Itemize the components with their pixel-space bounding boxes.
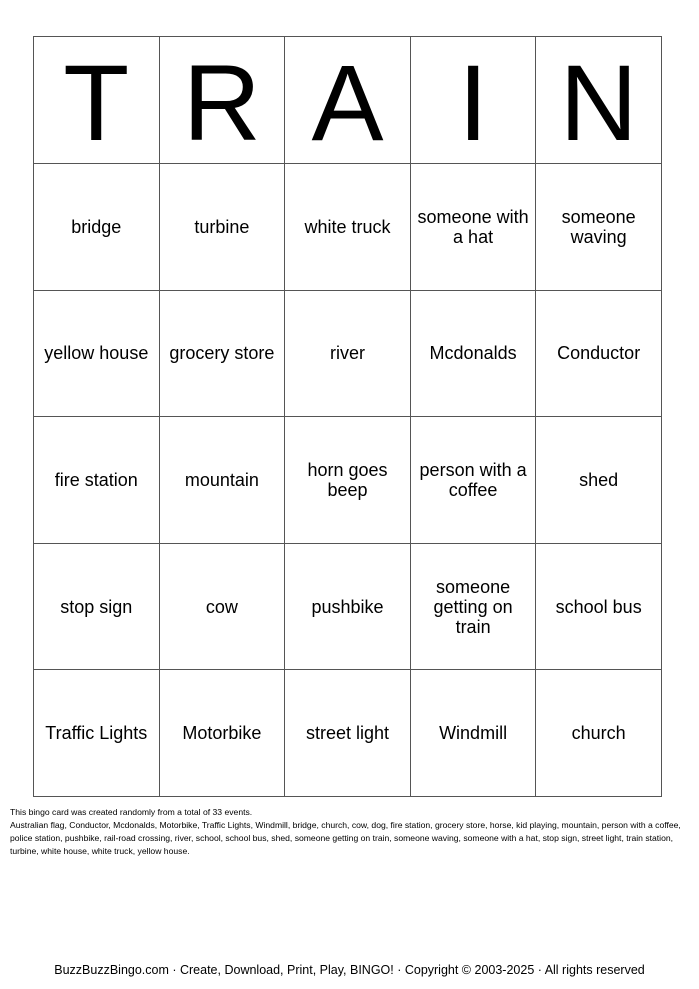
bingo-cell: person with a coffee (410, 417, 536, 544)
bingo-cell: church (536, 670, 662, 797)
header-letter-n: N (536, 37, 662, 164)
header-letter-i: I (410, 37, 536, 164)
card-row (34, 417, 662, 544)
bingo-cell: someone getting on train (410, 543, 536, 670)
bingo-cell: shed (536, 417, 662, 544)
bingo-cell: Conductor (536, 290, 662, 417)
header-letter-t: T (34, 37, 160, 164)
bingo-cell: Motorbike (159, 670, 285, 797)
header-row (34, 37, 662, 164)
bingo-cell: street light (285, 670, 411, 797)
bingo-cell: grocery store (159, 290, 285, 417)
bingo-cell: bridge (34, 164, 160, 291)
card-row (34, 543, 662, 670)
bingo-cell: horn goes beep (285, 417, 411, 544)
bingo-cell: someone with a hat (410, 164, 536, 291)
bingo-cell: mountain (159, 417, 285, 544)
bingo-cell: Windmill (410, 670, 536, 797)
card-info-note (10, 806, 691, 858)
bingo-cell: someone waving (536, 164, 662, 291)
card-row (34, 164, 662, 291)
bingo-cell: pushbike (285, 543, 411, 670)
card-event-list: Australian flag, Conductor, Mcdonalds, Motorbike, Traffic Lights, Windmill, bridge, church, cow, dog, fire station, grocery store, horse, kid playing, mountain, person with a coffee, police station, pushbike, rail-road crossing, river, school, school bus, shed, someone getting on train, someone waving, someone with a hat, stop sign, street light, train station, turbine, white house, white truck, yellow house. (10, 820, 681, 856)
card-row (34, 670, 662, 797)
page-footer: BuzzBuzzBingo.com · Create, Download, Print, Play, BINGO! · Copyright © 2003-2025 · All rights reserved (54, 963, 645, 977)
bingo-cell: Traffic Lights (34, 670, 160, 797)
bingo-cell: turbine (159, 164, 285, 291)
bingo-cell: river (285, 290, 411, 417)
card-info-summary: This bingo card was created randomly from a total of 33 events. (10, 807, 253, 817)
header-letter-r: R (159, 37, 285, 164)
bingo-cell: cow (159, 543, 285, 670)
bingo-cell: Mcdonalds (410, 290, 536, 417)
bingo-cell: fire station (34, 417, 160, 544)
bingo-cell: stop sign (34, 543, 160, 670)
bingo-cell: yellow house (34, 290, 160, 417)
bingo-card (33, 36, 662, 797)
header-letter-a: A (285, 37, 411, 164)
card-row (34, 290, 662, 417)
bingo-cell: school bus (536, 543, 662, 670)
bingo-cell: white truck (285, 164, 411, 291)
